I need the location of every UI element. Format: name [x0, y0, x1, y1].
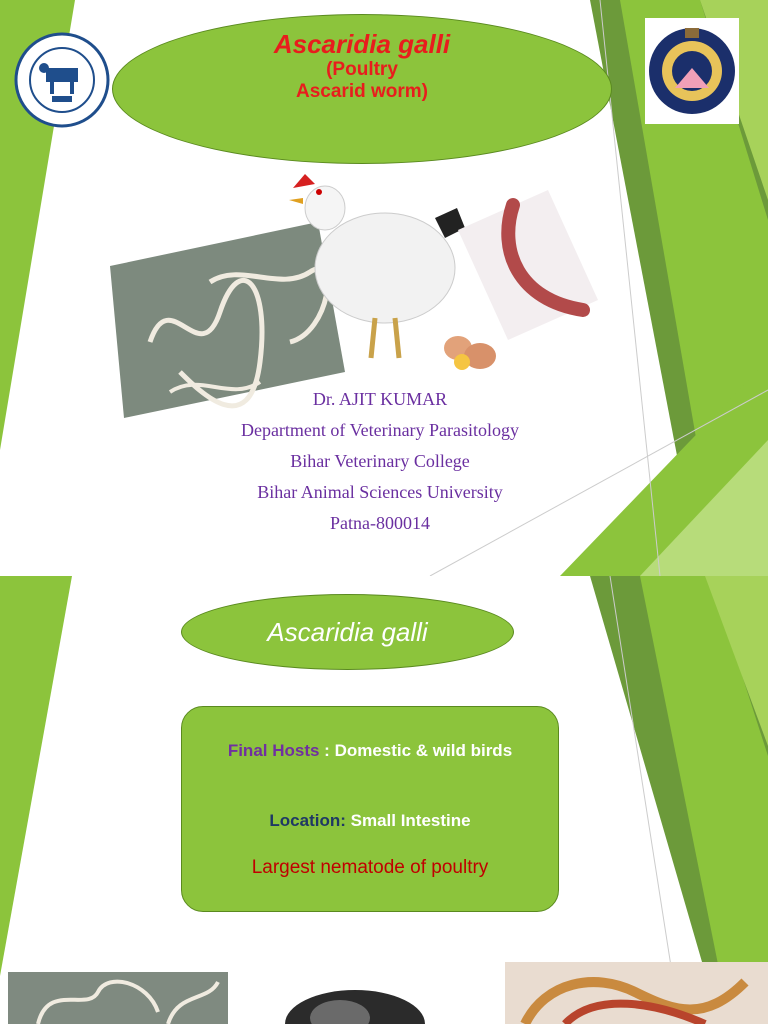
final-hosts-row — [182, 741, 558, 761]
author-block — [150, 384, 610, 539]
section-title: Ascaridia galli — [267, 617, 428, 647]
address: Patna-800014 — [330, 513, 430, 533]
subtitle-line-2: Ascarid worm) — [296, 81, 428, 102]
info-slide — [0, 576, 768, 1024]
department-name: Department of Veterinary Parasitology — [240, 420, 520, 440]
location-row — [182, 811, 558, 831]
university-name: Bihar Animal Sciences University — [257, 482, 503, 502]
final-hosts-label: Final Hosts — [227, 741, 320, 760]
university-logo — [14, 30, 110, 130]
subtitle-line-1: (Poultry — [326, 59, 398, 80]
college-logo — [645, 18, 739, 124]
worm-mass-photo-bottom — [505, 962, 768, 1024]
bird-photo-bottom — [280, 978, 430, 1024]
location-label: Location: — [269, 811, 346, 830]
largest-nematode-note: Largest nematode of poultry — [251, 857, 489, 878]
slide-title: Ascaridia galli — [273, 29, 451, 59]
section-title-oval — [181, 594, 514, 670]
author-name: Dr. AJIT KUMAR — [312, 389, 448, 409]
worms-photo-bottom — [8, 972, 228, 1024]
location-value: Small Intestine — [345, 811, 471, 830]
info-box — [181, 706, 559, 912]
college-name: Bihar Veterinary College — [290, 451, 470, 471]
title-oval — [112, 14, 612, 164]
final-hosts-separator: : — [319, 741, 335, 760]
final-hosts-value: Domestic & wild birds — [334, 741, 513, 760]
worm-closeup-photo — [458, 190, 598, 340]
